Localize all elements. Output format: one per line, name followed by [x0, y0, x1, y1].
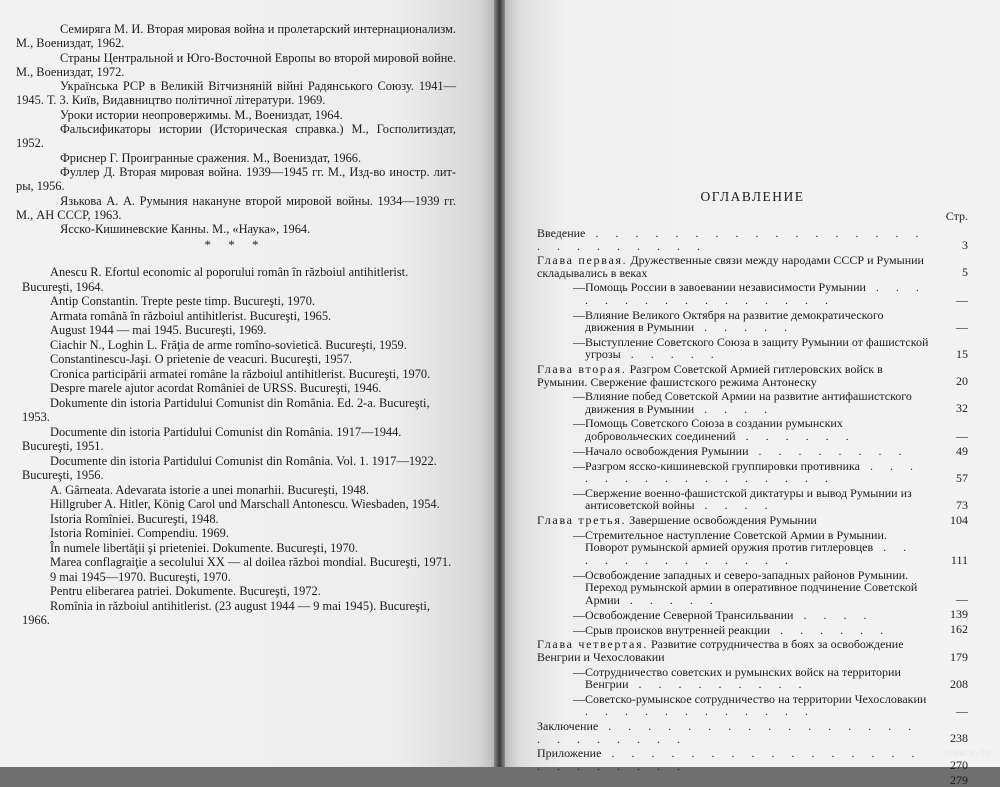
toc-chapter [537, 254, 968, 279]
page-number: 15 [956, 346, 968, 361]
toc-entry [537, 336, 968, 361]
section-separator: * * * [204, 237, 266, 252]
entry-title: Свержение военно-фашистской диктатуры и вывод Румынии из антисоветской войны [585, 485, 912, 513]
chapter-title: Разгром Советской Армией гитлеровских войск в Румынии. Свержение фашистского режима Антонеску [537, 361, 883, 389]
chapter-heading: Глава первая. [537, 253, 628, 268]
toc-entry [537, 623, 968, 636]
leader-dots: . . . . . . [735, 428, 856, 443]
toc-entry [537, 608, 968, 621]
bibliography-entry: Hillgruber A. Hitler, König Carol und Marschall Antonescu. Wiesbaden, 1954. [50, 497, 440, 511]
toc-entry [537, 460, 968, 485]
bibliography-entry: Семиряга М. И. Вторая мировая война и пролетарский интернационализм. М., Воениздат, 1962. [16, 22, 456, 51]
bibliography-entry: A. Gârneata. Adevarata istorie a unei monarhii. Bucureşti, 1948. [50, 482, 369, 497]
dash-marker: — [573, 622, 585, 637]
bibliography-entry: Antip Constantin. Trepte peste timp. Bucureşti, 1970. [50, 294, 316, 308]
toc-chapter [537, 638, 968, 663]
leader-dots: . . . . . . . . . . . . . . . . . . . . . . . . . . [537, 226, 926, 253]
page-number: 5 [962, 265, 968, 280]
bibliography-entry: Istoria Rominiei. Compendiu. 1969. [50, 526, 229, 540]
entry-title: Заключение [537, 719, 599, 733]
toc-entry [537, 529, 968, 567]
toc-chapter [537, 363, 968, 388]
page-number: 32 [956, 401, 968, 416]
bibliography-entry: Язькова А. А. Румыния накануне второй мировой войны. 1934—1939 гг. М., АН СССР, 1963. [16, 193, 456, 222]
chapter-title: Завершение освобождения Румынии [629, 513, 817, 528]
dash-marker: — [573, 416, 585, 431]
bibliography-entry: Anescu R. Efortul economic al poporului român în războiul antihitlerist. Bucureşti, 1964. [22, 265, 409, 294]
page-number: 139 [950, 607, 968, 622]
chapter-heading: Глава четвертая. [537, 637, 648, 652]
page-number: — [956, 428, 968, 443]
entry-title: Помощь России в завоевании независимости Румынии [585, 280, 866, 295]
chapter-title: Дружественные связи между народами СССР и Румынии складывались в веках [537, 253, 924, 280]
leader-dots: . . . . [793, 607, 874, 622]
toc-entry [537, 693, 968, 718]
page-number: 73 [956, 497, 968, 512]
leader-dots: . . . . . [619, 592, 720, 607]
toc-entry [537, 227, 968, 252]
entry-title: Приложение [537, 746, 602, 761]
leader-dots: . . . . . . . . . . . . . . . . . . . . . . . . [537, 746, 922, 773]
toc-entries [537, 227, 968, 787]
leader-dots: . . . . . . . . . . . . . . . . . . . . . . . . [537, 719, 919, 746]
bibliography-entry: Despre marele ajutor acordat României de URSS. Bucureşti, 1946. [50, 381, 382, 395]
toc-chapter [537, 514, 968, 527]
toc-entry [537, 720, 968, 745]
dash-marker: — [573, 443, 585, 458]
book-gutter [494, 0, 505, 767]
bibliography-entry: 9 mai 1945—1970. Bucureşti, 1970. [50, 569, 231, 584]
dash-marker: — [573, 664, 585, 679]
bibliography-entry: Уроки истории неопровержимы. М., Воениздат, 1964. [60, 107, 343, 122]
bibliography-entry: Фриснер Г. Проигранные сражения. М., Воениздат, 1966. [60, 150, 362, 165]
bibliography-entry: Українська РСР в Великiй Вiтчизнянiй вiйнi Радянського Союзу. 1941—1945. Т. 3. Київ, Видавництво політичної літератури. 1969. [16, 79, 456, 108]
toc-entry [537, 445, 968, 458]
page-number: — [956, 319, 968, 334]
bibliography-entry: Dokumente din istoria Partidului Comunist din România. Ed. 2-a. Bucureşti, 1953. [22, 395, 430, 424]
page-number: 238 [950, 731, 968, 746]
entry-title: Срыв происков внутренней реакции [585, 622, 771, 637]
leader-dots: . . . . . . [770, 622, 891, 637]
leader-dots: . . . . [694, 401, 775, 416]
toc-entry [537, 666, 968, 691]
leader-dots: . . . . . [620, 347, 721, 362]
entry-title: Помощь Советского Союза в создании румынских добровольческих соединений [585, 416, 843, 443]
entry-title: Влияние Великого Октября на развитие демократического движения в Румынии [585, 307, 884, 335]
dash-marker: — [573, 567, 585, 582]
leader-dots: . . . . . . . . . . . . . [585, 540, 914, 568]
watermark-text: www.ay.by [944, 748, 992, 759]
page-number: 3 [962, 238, 968, 253]
bibliography-entry: În numele libertăţii şi prieteniei. Dokumente. Bucureşti, 1970. [50, 540, 358, 555]
entry-title: Введение [537, 226, 586, 240]
dash-marker: — [573, 527, 585, 542]
bibliography-entry: Cronica participării armatei române la războiul antihitlerist. Bucureşti, 1970. [50, 366, 431, 381]
bibliography-entry: Istoria Romîniei. Bucureşti, 1948. [50, 511, 219, 526]
entry-title: Разгром ясско-кишиневской группировки противника [585, 458, 861, 473]
bibliography-entry: August 1944 — mai 1945. Bucureşti, 1969. [50, 323, 267, 337]
russian-bibliography-list [16, 22, 456, 236]
leader-dots: . . . . . [694, 320, 795, 335]
chapter-title: Развитие сотрудничества в боях за освобождение Венгрии и Чехословакии [537, 637, 904, 665]
chapter-heading: Глава вторая. [537, 361, 627, 376]
bibliography-entry: Constantinescu-Jaşi. O prietenie de veacuri. Bucureşti, 1957. [50, 352, 353, 366]
bibliography-entry: Documente din istoria Partidului Comunist din România. Vol. 1. 1917—1922. Bucureşti, 1956. [22, 453, 437, 482]
entry-title: Освобождение западных и северо-западных районов Румынии. Переход румынской армии в оперативное подчинение Советской Армии [585, 567, 918, 607]
table-of-contents [537, 209, 968, 787]
toc-entry [537, 309, 968, 334]
toc-title: ОГЛАВЛЕНИЕ [700, 189, 805, 204]
toc-entry [537, 390, 968, 415]
dash-marker: — [573, 607, 585, 622]
dash-marker: — [573, 485, 585, 500]
dash-marker: — [573, 691, 585, 706]
page-number: 279 [950, 773, 968, 787]
bibliography-entry: Страны Центральной и Юго-Восточной Европы во второй мировой войне. М., Воениздат, 1972. [16, 50, 456, 79]
leader-dots: . . . . . . . . . . . . . . . . [585, 280, 926, 307]
entry-title: Стремительное наступление Советской Армии в Румынии. Поворот румынской армией оружия против гитлеровцев [585, 527, 887, 555]
toc-entry [537, 281, 968, 306]
entry-title: Освобождение Северной Трансильвании [585, 607, 794, 622]
page-number: 179 [950, 649, 968, 664]
bibliography-entry: Romînia in războiul antihitlerist. (23 august 1944 — 9 mai 1945). Bucureşti, 1966. [22, 598, 430, 627]
page-number: — [956, 704, 968, 718]
bibliography-entry: Фальсификаторы истории (Историческая справка.) М., Госполитиздат, 1952. [16, 122, 456, 151]
page-number: 270 [950, 758, 968, 773]
dash-marker: — [573, 334, 585, 349]
page-number: — [956, 592, 968, 607]
page-number: 104 [950, 512, 968, 527]
entry-title: Сотрудничество советских и румынских войск на территории Венгрии [585, 664, 901, 692]
entry-title: Влияние побед Советской Армии на развитие антифашистского движения в Румынии [585, 389, 912, 416]
dash-marker: — [573, 280, 585, 295]
entry-title: Советско-румынское сотрудничество на территории Чехословакии [585, 691, 927, 706]
leader-dots: . . . . . . . . . . . . [585, 704, 815, 719]
bibliography-entry: Ciachir N., Loghin L. Frăţia de arme romîno-sovietică. Bucureşti, 1959. [50, 337, 407, 352]
entry-title: Начало освобождения Румынии [585, 443, 749, 458]
leader-dots: . . . . . . . . [748, 443, 909, 458]
chapter-heading: Глава третья. [537, 513, 627, 528]
toc-entry [537, 569, 968, 607]
dash-marker: — [573, 389, 585, 404]
toc-entry [537, 774, 968, 787]
page-number: 162 [950, 622, 968, 637]
left-page [0, 0, 494, 767]
dash-marker: — [573, 458, 585, 473]
bibliography-entry: Pentru eliberarea patriei. Dokumente. Bucureşti, 1972. [50, 584, 321, 598]
dash-marker: — [573, 307, 585, 322]
page-number: 49 [956, 443, 968, 458]
entry-title: Выступление Советского Союза в защиту Румынии от фашистской угрозы [585, 334, 929, 362]
bibliography-entry: Фуллер Д. Вторая мировая война. 1939—1945 гг. М., Изд-во иностр. лит-ры, 1956. [16, 164, 456, 194]
leader-dots: . . . . . . . . . . . . . . . . [585, 458, 921, 486]
bibliography-entry: Armata română în războiul antihitlerist. Bucureşti, 1965. [50, 308, 332, 323]
bibliography-entry: Ясско-Кишиневские Канны. М., «Наука», 1964. [60, 222, 311, 237]
page-number: 57 [956, 470, 968, 485]
toc-entry [537, 487, 968, 512]
page-number: 111 [950, 552, 968, 567]
leader-dots: . . . . [694, 498, 775, 513]
page-number: — [956, 292, 968, 307]
leader-dots: . . . . . . . . . [628, 677, 809, 692]
toc-entry [537, 747, 968, 772]
romanian-bibliography-list [22, 265, 452, 628]
toc-entry [537, 417, 968, 442]
bibliography-entry: Documente din istoria Partidului Comunist din România. 1917—1944. Bucureşti, 1951. [22, 424, 402, 453]
page-column-header: Стр. [945, 209, 968, 223]
bibliography-entry: Marea conflagraiţie a secolului XX — al doilea război mondial. Bucureşti, 1971. [50, 555, 452, 569]
page-number: 208 [950, 676, 968, 691]
page-number: 20 [956, 374, 968, 389]
